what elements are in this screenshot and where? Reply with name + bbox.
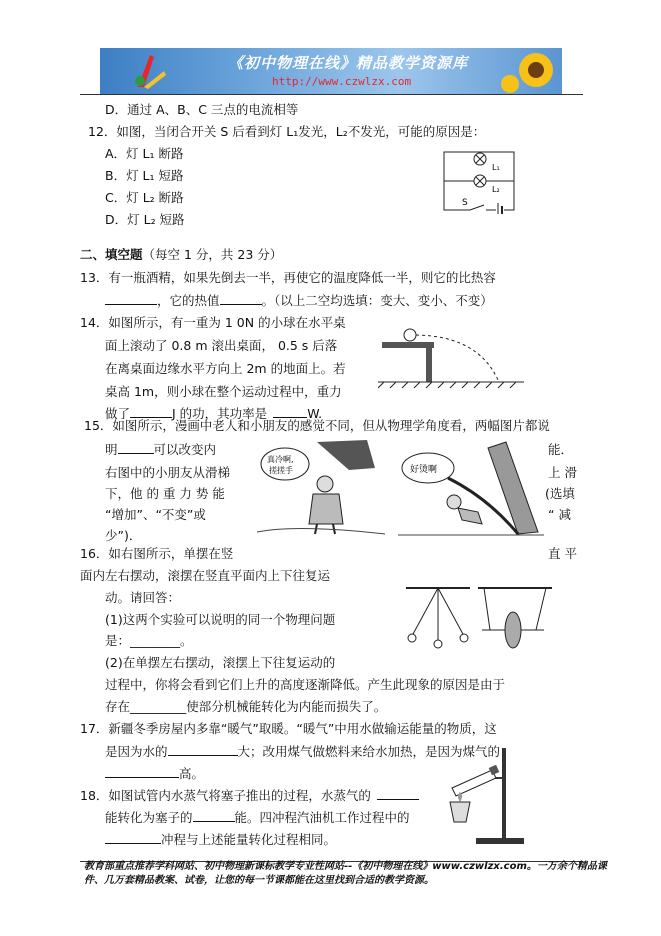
q16-line7: 过程中，你将会看到它们上升的高度逐渐降低。产生此现象的原因是由于	[105, 677, 506, 692]
q16-line1-end: 直 平	[548, 546, 577, 561]
q13-blank-1[interactable]	[105, 292, 157, 305]
q15-line3-end: 上 滑	[548, 465, 577, 480]
q15-line4-end: (选填	[545, 486, 575, 501]
q12-option-b: B．灯 L₁ 短路	[105, 168, 184, 183]
q16-line3: 动。请回答：	[105, 590, 181, 605]
q18-line2: 能转化为塞子的 能。四冲程汽油机工作过程中的	[105, 810, 410, 825]
section-heading: 二、填空题（每空 1 分，共 23 分）	[80, 247, 283, 262]
q14-line3: 在离桌面边缘水平方向上 2m 的地面上。若	[105, 361, 346, 376]
cartoon-child-slide	[398, 438, 544, 538]
pendulum-rollwheel-figure	[386, 580, 556, 660]
q17-line1: 17．新疆冬季房屋内多靠“暖气”取暖。“暖气”中用水做输运能量的物质，这	[80, 721, 497, 736]
q17-line2: 是因为水的 大；改用煤气做燃料来给水加热，是因为煤气的	[105, 744, 501, 759]
q18-line3: 冲程与上述能量转化过程相同。	[105, 830, 336, 848]
header-rule	[80, 94, 583, 95]
q18-blank-2[interactable]	[193, 809, 235, 822]
q12-stem: 12．如图，当闭合开关 S 后看到灯 L₁发光，L₂不发光，可能的原因是：	[88, 124, 486, 139]
q17-blank-2[interactable]	[105, 765, 179, 778]
lamp-l2-label: L₂	[492, 185, 500, 194]
q13-blank-2[interactable]	[220, 292, 262, 305]
q14-line2: 面上滚动了 0.8 m 滚出桌面， 0.5 s 后落	[105, 338, 338, 353]
q17-blank-1[interactable]	[168, 743, 238, 756]
q15-line2-end: 能．	[548, 442, 574, 457]
q18-blank-3[interactable]	[105, 831, 161, 844]
q14-line4: 桌高 1m，则小球在整个运动过程中，重力	[105, 384, 342, 399]
q15-line5-end: “ 减	[548, 507, 571, 522]
switch-label: S	[462, 198, 468, 208]
q16-line2: 面内左右摆动，滚摆在竖直平面内上下往复运	[80, 568, 331, 583]
svg-text:好烫啊: 好烫啊	[410, 465, 438, 475]
q18-blank-1[interactable]	[377, 787, 419, 800]
q13-line1: 13．有一瓶酒精，如果先倒去一半，再使它的温度降低一半，则它的比热容	[80, 270, 496, 285]
footer-line2: 件、几万套精品教案、试卷，让您的每一节课都能在这里找到合适的教学资源。	[84, 875, 434, 886]
q16-line1: 16．如右图所示，单摆在竖	[80, 546, 234, 561]
lamp-l1-label: L₁	[492, 163, 500, 172]
q13-line2: ，它的热值 。（以上二空均选填：变大、变小、不变）	[105, 291, 493, 309]
q15-line4: 下，他 的 重 力 势 能	[105, 486, 225, 501]
q16-line6: (2)在单摆左右摆动，滚摆上下往复运动的	[105, 655, 336, 670]
q14-line1: 14．如图所示，有一重为 1 0N 的小球在水平桌	[80, 315, 346, 330]
banner-title: 《初中物理在线》精品教学资源库	[228, 54, 469, 72]
q15-line5: “增加”、“不变”或	[105, 507, 206, 522]
q15-line3: 右图中的小朋友从滑梯	[105, 465, 231, 480]
q16-line4: (1)这两个实验可以说明的同一个物理问题	[105, 612, 336, 627]
circuit-diagram	[440, 148, 520, 214]
banner-url[interactable]: http://www.czwlzx.com	[272, 75, 412, 88]
footer-line1: 教育部重点推荐学科网站、初中物理新课标教学专业性网站--《初中物理在线》www.czwlzx.com。一万余个精品课	[84, 861, 607, 872]
svg-text:真冷啊,: 真冷啊,	[267, 455, 294, 464]
q14-line5: 做了 J 的功，其功率是 W.	[105, 406, 323, 421]
q16-line8: 存在_________使部分机械能转化为内能而损失了。	[105, 699, 387, 714]
q15-line2: 明 可以改变内	[105, 442, 217, 457]
q12-option-c: C．灯 L₂ 断路	[105, 190, 184, 205]
svg-text:搓搓手: 搓搓手	[269, 466, 293, 475]
test-tube-figure	[436, 742, 526, 848]
ball-table-figure	[378, 322, 526, 392]
q11-option-d: D．通过 A、B、C 三点的电流相等	[105, 102, 299, 117]
cartoon-old-man	[257, 438, 385, 538]
q15-blank-1[interactable]	[118, 441, 154, 454]
q12-option-a: A．灯 L₁ 断路	[105, 146, 184, 161]
q15-line1: 15．如图所示，漫画中老人和小朋友的感觉不同，但从物理学角度看，两幅图片都说	[84, 418, 550, 433]
sunflower-icon	[500, 48, 562, 94]
q15-line6: 少”)．	[105, 528, 142, 543]
q12-option-d: D．灯 L₂ 短路	[105, 212, 185, 227]
q18-line1: 18．如图试管内水蒸气将塞子推出的过程，水蒸气的	[80, 786, 419, 804]
q17-line3: 高。	[105, 764, 204, 782]
q16-line5: 是：________。	[105, 633, 193, 648]
logo-icon	[130, 51, 170, 91]
header-banner	[100, 48, 562, 94]
